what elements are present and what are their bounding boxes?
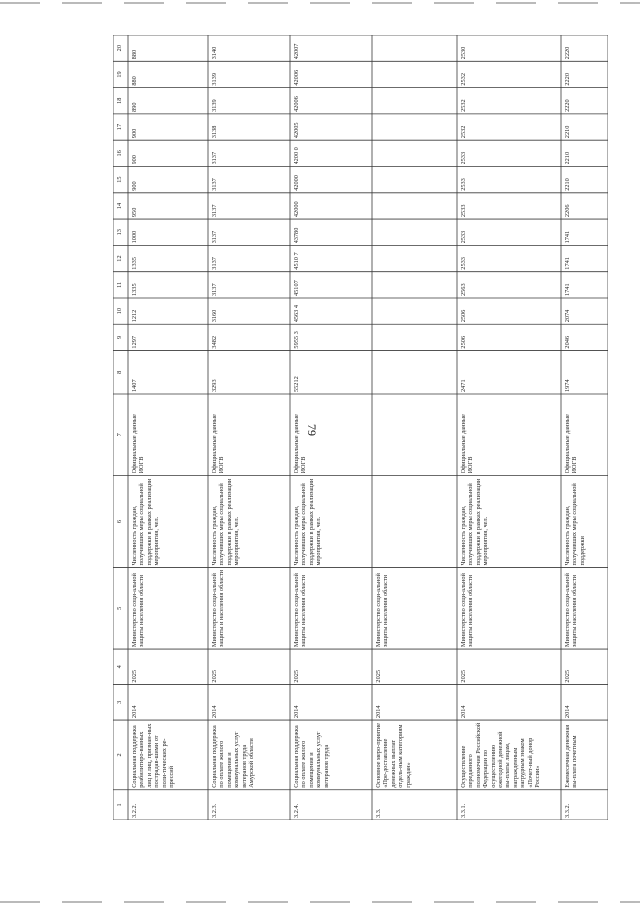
table-cell: 3137 [211, 230, 218, 244]
table-cell [375, 90, 455, 112]
table-cell: Официальные данные ИОГВ [460, 414, 475, 474]
table-cell: 2533 [460, 151, 467, 165]
table-cell [375, 300, 455, 322]
table-cell: 2210 [564, 178, 571, 191]
table-cell: Официальные данные ИОГВ [293, 414, 308, 474]
table-cell: Численность граждан, получивших меры социальной поддержки в рамках реализации мероприятия, чел. [211, 478, 241, 566]
column-number: 3 [116, 700, 123, 704]
table-cell: 890 [131, 102, 138, 112]
table-cell: Численность граждан, получивших меры социальной поддержки в рамках реализации мероприятия, чел. [131, 478, 161, 566]
table-cell: 2533 [460, 230, 467, 244]
column-number: 7 [116, 433, 123, 437]
table-cell: 42006 [293, 96, 300, 112]
table-cell: 3293 [211, 379, 218, 392]
table-cell: 2533 [460, 178, 467, 191]
column-number: 6 [116, 519, 123, 524]
column-number: 13 [116, 229, 123, 236]
table-cell: 55212 [293, 376, 300, 392]
table-cell: Министерство соци-альной защиты населения области [375, 573, 390, 648]
table-cell: 950 [131, 207, 138, 218]
table-cell: 2014 [564, 705, 571, 719]
table-cell: 880 [131, 76, 138, 86]
table-cell: 880 [131, 49, 138, 60]
table-cell: 42006 [293, 69, 300, 86]
table-cell: 2025 [131, 669, 138, 683]
table-cell [375, 353, 455, 392]
table-cell: 3137 [211, 257, 218, 270]
row-code: 3.2.3. [211, 803, 218, 818]
table-cell: 4510 7 [293, 252, 300, 270]
table-cell: 2025 [211, 669, 218, 683]
table-cell: 2025 [460, 669, 467, 683]
table-cell: 3139 [211, 99, 218, 112]
column-number: 8 [116, 370, 123, 374]
table-cell [375, 247, 455, 269]
table-cell: 2533 [460, 257, 467, 270]
table-cell: 2074 [564, 309, 571, 323]
table-cell: 900 [131, 155, 138, 165]
table-cell: 2220 [564, 73, 571, 86]
table-cell: 2532 [460, 99, 467, 112]
table-cell: 2206 [564, 204, 571, 218]
table-cell: 5955 3 [293, 331, 300, 349]
table-cell: Численность граждан, получивших меры социальной поддержки в рамках реализации мероприятия, чел. [293, 478, 323, 566]
measure-name: Основное меро-приятие «Пре-доставление денежных выплат отдель-ным категориям граждан» [375, 723, 412, 788]
table-cell: Численность граждан, получивших меры социальной поддержки [564, 483, 586, 566]
table-cell: 1335 [131, 257, 138, 270]
table-cell: 3140 [211, 46, 218, 60]
table-cell: 1297 [131, 335, 138, 349]
table-cell: 2506 [460, 309, 467, 323]
table-cell: Министерство соци-альной защиты и населения области [211, 570, 226, 648]
table-cell [375, 274, 455, 296]
table-cell: 4200 0 [293, 147, 300, 165]
table-cell: 2025 [293, 669, 300, 683]
row-code: 3.3.1. [460, 803, 467, 818]
measure-name: Осуществление переданного полномочия Российской Федерации по осуществлению ежегодной денежной вы-платы лицам, награжденным нагрудным знаком «Почет-ный донор России» [460, 722, 542, 788]
table-cell: 1974 [564, 379, 571, 392]
column-number: 18 [116, 97, 123, 104]
row-code: 3.2.2. [131, 803, 138, 818]
table-cell: 2046 [564, 335, 571, 349]
table-cell: 3138 [211, 125, 218, 139]
table-cell: 1741 [564, 283, 571, 296]
table-cell: 3137 [211, 204, 218, 218]
column-number: 2 [116, 753, 123, 757]
table-cell [375, 396, 455, 474]
measure-name: Ежемесячная денежная вы-плата почетным [564, 724, 579, 788]
table-cell: 42005 [293, 122, 300, 139]
column-number: 17 [116, 123, 123, 131]
column-number: 9 [116, 335, 123, 340]
table-cell: 1407 [131, 379, 138, 392]
table-cell: Официальные данные ИОГВ [564, 414, 579, 474]
table-cell: 1741 [564, 230, 571, 244]
table-cell: 42000 [293, 201, 300, 218]
table-cell: 2220 [564, 99, 571, 112]
table-cell: 2506 [460, 335, 467, 349]
data-table [113, 35, 608, 820]
table-cell: 4563 4 [293, 304, 300, 323]
table-cell: 3482 [211, 335, 218, 349]
table-cell: 2025 [564, 669, 571, 683]
table-cell: 1335 [131, 283, 138, 296]
table-cell: 43780 [293, 227, 300, 244]
table-cell: 2014 [131, 705, 138, 719]
table-cell: 2210 [564, 125, 571, 139]
table-cell [375, 169, 455, 191]
table-cell: 2530 [460, 46, 467, 60]
table-cell: Министерство соци-альной защиты населения области [131, 573, 146, 648]
column-number: 14 [116, 202, 123, 210]
column-number: 4 [116, 665, 123, 669]
table-cell: 900 [131, 128, 138, 139]
measure-name: Социальная поддержка реабилитиро-ванных лиц и лиц, признан-ных пострадав-шими от поли-тических ре-прессий [131, 723, 176, 788]
table-cell: Официальные данные ИОГВ [131, 414, 146, 474]
table-cell: 3139 [211, 73, 218, 86]
table-cell: 2210 [564, 151, 571, 165]
table-cell [375, 221, 455, 243]
table-cell: 1212 [131, 309, 138, 323]
table-cell: 45107 [293, 280, 300, 296]
column-number: 1 [116, 803, 123, 807]
table-cell: Министерство соци-альной защиты населения области [564, 573, 579, 648]
table-cell: Министерство соци-альной защиты населения области [460, 573, 475, 648]
table-cell [375, 478, 455, 566]
table-cell: 3160 [211, 309, 218, 323]
table-cell: Официальные данные ИОГВ [211, 414, 226, 474]
table-cell: 42007 [293, 43, 300, 60]
table-cell: 2014 [293, 705, 300, 719]
table-cell: 3137 [211, 283, 218, 296]
table-cell [375, 63, 455, 85]
table-cell: 2532 [460, 125, 467, 139]
table-cell [375, 116, 455, 138]
table-cell: 2220 [564, 46, 571, 60]
column-number: 5 [116, 606, 123, 610]
column-number: 11 [116, 281, 123, 288]
column-number: 19 [116, 71, 123, 78]
table-cell: 3137 [211, 151, 218, 165]
table-cell: 2532 [460, 73, 467, 86]
column-number: 16 [116, 150, 123, 157]
column-number: 15 [116, 176, 123, 183]
column-number: 20 [116, 45, 123, 52]
table-cell [375, 37, 455, 59]
table-cell: 2563 [460, 283, 467, 296]
table-cell [375, 142, 455, 164]
table-cell: 2014 [211, 705, 218, 719]
table-cell: 3137 [211, 178, 218, 191]
table-cell: 900 [131, 181, 138, 191]
measure-name: Социальная поддержка по оплате жилого помещения и коммунальных услуг ветеранов труда Амурской области [211, 725, 256, 788]
table-cell: 1000 [131, 230, 138, 244]
table-cell: 1741 [564, 257, 571, 270]
table-cell: 2471 [460, 379, 467, 392]
table-cell: 42000 [293, 175, 300, 191]
row-code: 3.2.4. [293, 803, 300, 818]
column-number: 12 [116, 255, 123, 262]
table-cell: 2025 [375, 669, 382, 683]
table-cell: Численность граждан, получивших меры социальной поддержки в рамках реализации мероприятия, чел. [460, 478, 490, 566]
column-number: 10 [116, 307, 123, 315]
row-code: 3.3.2. [564, 803, 571, 818]
table-cell [375, 326, 455, 348]
table-cell [375, 195, 455, 217]
table-cell: 2014 [460, 705, 467, 719]
page-number: 79 [305, 424, 319, 436]
table-cell: 2014 [375, 705, 382, 719]
measure-name: Социальная поддержка по оплате жилого помещения и коммунальных услуг ветеранов труда [293, 725, 330, 788]
row-code: 3.3. [375, 808, 382, 818]
table-cell: Министерство соци-альной защиты населения области [293, 573, 308, 648]
table-cell: 2533 [460, 204, 467, 218]
